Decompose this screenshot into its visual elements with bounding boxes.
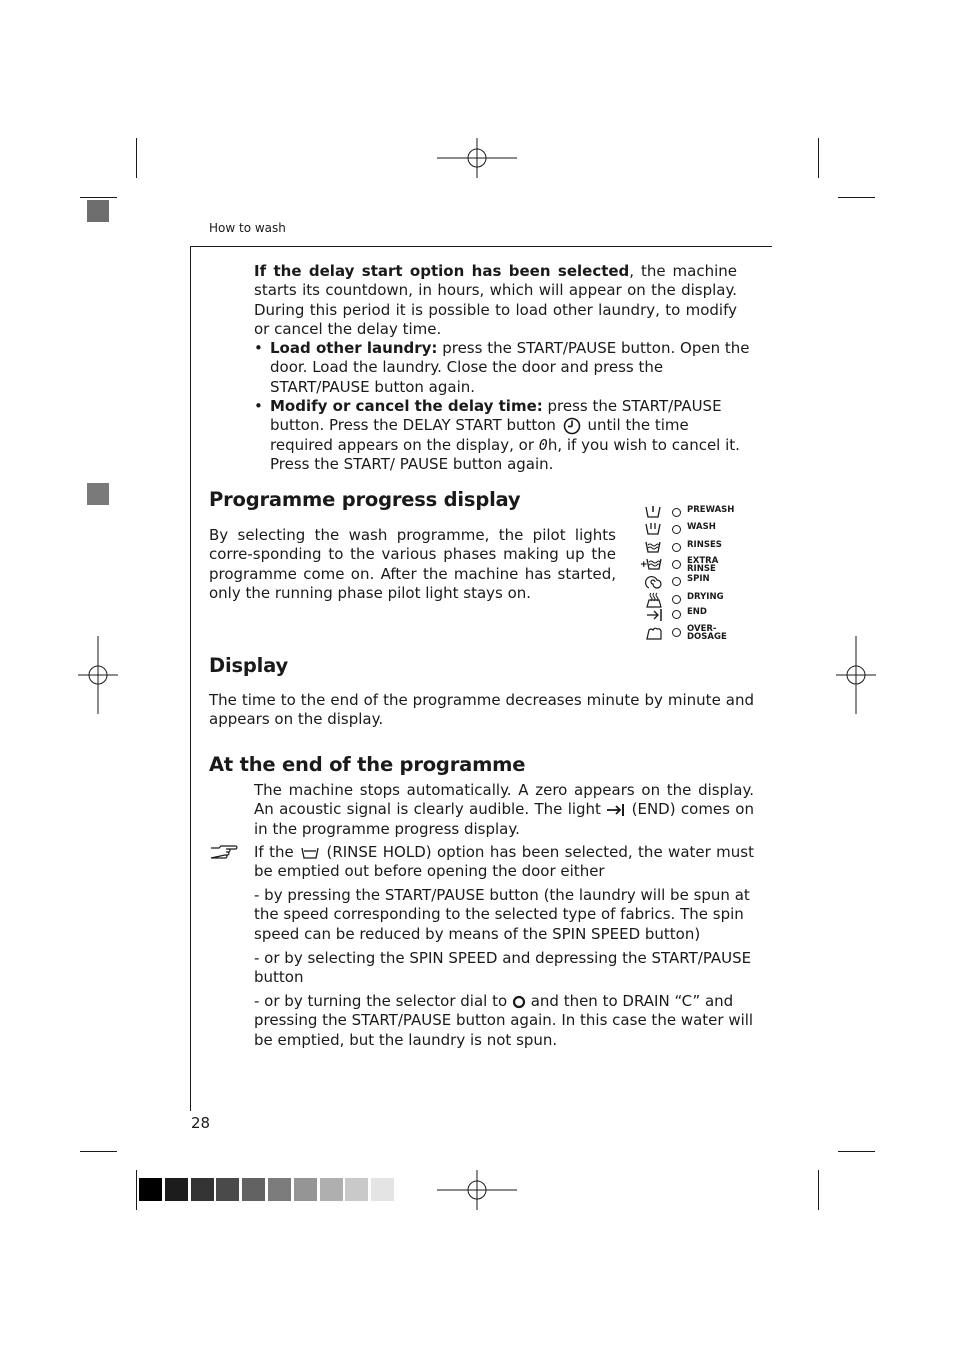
colour-swatch [320,1178,343,1201]
bullet2-text-a: press the START/PAUSE button. Press the DELAY START button [270,397,722,435]
grey-tab-marker [87,200,109,222]
spin-icon [640,574,664,590]
colour-swatch [371,1178,394,1201]
drying-icon [640,592,664,608]
crop-mark [80,197,117,198]
display-text: The time to the end of the programme decreases minute by minute and appears on the display. [209,691,754,729]
bullet-modify-delay: • Modify or cancel the delay time: press the START/PAUSE button. Press the DELAY START button until the time required appears on the display, or 0h, if you wish to cancel it. Press the START/ PAUSE button again. [254,397,740,473]
bullet2-zero: 0 [538,435,548,454]
wash-icon [640,522,664,538]
colour-swatch [216,1178,239,1201]
registration-mark-right [836,636,876,714]
pointing-hand-icon [209,843,239,861]
crop-mark [136,1170,137,1210]
led [672,560,681,569]
led [672,628,681,637]
page-number: 28 [191,1114,211,1132]
panel-label: END [687,607,707,617]
note-text-b: (RINSE HOLD) option has been selected, the water must be emptied out before opening the door either [254,843,754,881]
opt3-text-a: - or by turning the selector dial to [254,992,512,1010]
header-rule [191,246,772,247]
grey-tab-marker [87,483,109,505]
colour-swatch [242,1178,265,1201]
led [672,543,681,552]
crop-mark [818,1170,819,1210]
panel-label: SPIN [687,574,710,584]
delay-intro [254,262,737,339]
crop-mark [838,1151,875,1152]
colour-swatch [345,1178,368,1201]
led [672,577,681,586]
end-icon [606,803,626,817]
registration-mark-top [437,138,517,178]
rinse-hold-icon [299,846,321,860]
end-paragraph [254,781,754,839]
end-p1-text-a: The machine stops automatically. A zero appears on the display. An acoustic signal is clearly audible. The light [254,781,754,819]
bullet2-bold: Modify or cancel the delay time: [270,397,543,415]
delay-intro-bold: If the delay start option has been selected [254,262,630,280]
colour-swatch [294,1178,317,1201]
crop-mark [818,138,819,178]
opt3-text-b: and then to DRAIN “C” and pressing the START/PAUSE button again. In this case the water will be emptied, but the laundry is not spun. [254,992,754,1049]
display-heading: Display [209,654,288,677]
note-text-a: If the [254,843,300,861]
crop-mark [136,138,137,178]
margin-rule [190,246,191,1111]
option-3 [254,992,754,1050]
panel-label: DRYING [687,592,724,602]
crop-mark [80,1151,117,1152]
bullet1-bold: Load other laundry: [270,339,438,357]
option-2: - or by selecting the SPIN SPEED and depressing the START/PAUSE button [254,949,752,987]
progress-heading: Programme progress display [209,488,521,511]
crop-mark [838,197,875,198]
led [672,508,681,517]
registration-mark-bottom [437,1170,517,1210]
panel-label: RINSES [687,540,722,550]
rinses-icon [640,540,664,556]
colour-swatch [139,1178,162,1201]
extra-rinse-icon [640,557,664,573]
option-1: - by pressing the START/PAUSE button (the laundry will be spun at the speed corresponding to the selected type of fabrics. The spin speed can be reduced by means of the SPIN SPEED button) [254,886,750,943]
colour-swatch [191,1178,214,1201]
panel-label: OVER-DOSAGE [687,624,727,642]
led [672,525,681,534]
panel-label: PREWASH [687,505,735,515]
registration-mark-left [78,636,118,714]
bullet-load-laundry: • Load other laundry: press the START/PAUSE button. Open the door. Load the laundry. Close the door and press the START/PAUSE button again. [254,339,750,396]
end-icon [640,607,664,623]
bullet1-text: press the START/PAUSE button. Open the door. Load the laundry. Close the door and press the START/PAUSE button again. [270,339,750,396]
panel-label: EXTRA RINSE [687,556,719,574]
bullet2-text-b: until the time required appears on the display, or [270,416,689,454]
svg-text:+: + [640,560,648,570]
prewash-icon [640,505,664,521]
dial-off-icon [512,995,526,1009]
panel-label: WASH [687,522,716,532]
led [672,595,681,604]
rinse-hold-note [254,843,754,882]
delay-intro-text: , the machine starts its countdown, in hours, which will appear on the display. During this period it is possible to load other laundry, to modify or cancel the delay time. [254,262,737,338]
end-heading: At the end of the programme [209,753,526,776]
colour-swatch [165,1178,188,1201]
delay-start-icon [561,417,583,435]
end-p1-text-b: (END) comes on in the programme progress display. [254,800,754,838]
colour-swatch [268,1178,291,1201]
led [672,610,681,619]
progress-text: By selecting the wash programme, the pilot lights corre-sponding to the various phases making up the programme come on. After the machine has started, only the running phase pilot light stays on. [209,526,616,602]
overdosage-icon [640,625,664,641]
bullet2-text-c: h, if you wish to cancel it. Press the START/ PAUSE button again. [270,435,740,473]
section-header: How to wash [209,221,286,235]
